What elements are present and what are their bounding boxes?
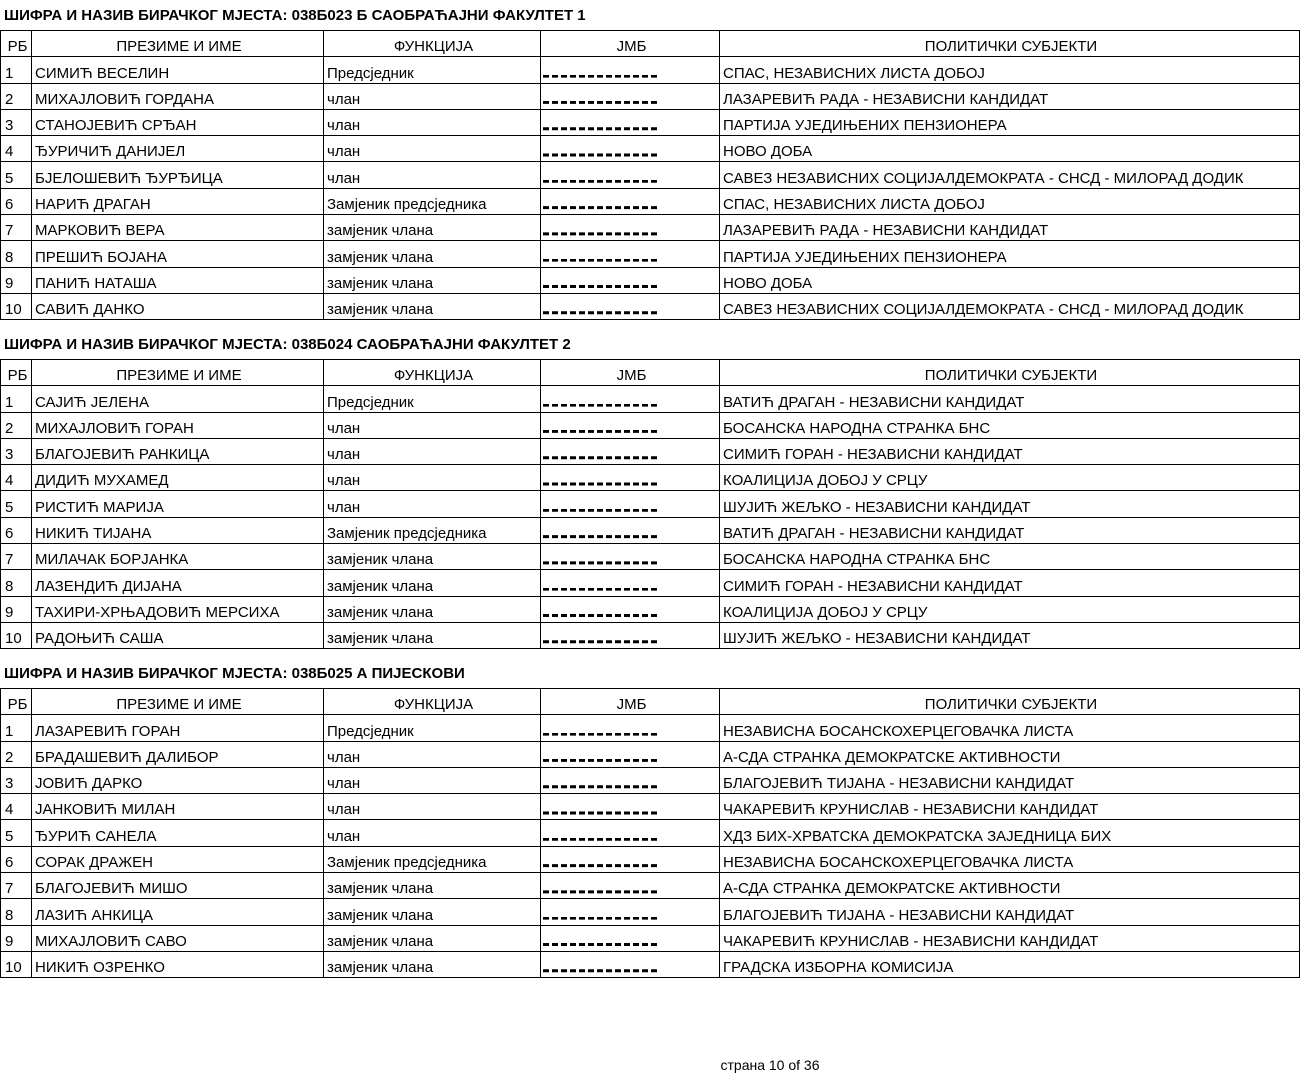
table-row [1, 767, 1300, 793]
member-jmb-redacted [541, 162, 720, 188]
member-function: члан [324, 438, 541, 464]
row-number: 3 [1, 109, 32, 135]
section-title [0, 329, 1300, 359]
header-party: ПОЛИТИЧКИ СУБЈЕКТИ [720, 31, 1300, 57]
member-party: ШУЈИЋ ЖЕЉКО - НЕЗАВИСНИ КАНДИДАТ [720, 491, 1300, 517]
member-name: ЛАЗЕНДИЋ ДИЈАНА [32, 570, 324, 596]
member-jmb-redacted [541, 925, 720, 951]
redaction-mark [543, 588, 658, 594]
redaction-mark [543, 180, 658, 186]
table-row [1, 951, 1300, 977]
redaction-mark [543, 864, 658, 870]
member-name: ЛАЗАРЕВИЋ ГОРАН [32, 715, 324, 741]
member-jmb-redacted [541, 820, 720, 846]
member-jmb-redacted [541, 794, 720, 820]
member-party: ГРАДСКА ИЗБОРНА КОМИСИЈА [720, 951, 1300, 977]
member-jmb-redacted [541, 386, 720, 412]
member-jmb-redacted [541, 741, 720, 767]
table-row [1, 846, 1300, 872]
redaction-mark [543, 759, 658, 765]
row-number: 6 [1, 846, 32, 872]
redaction-mark [543, 509, 658, 515]
member-jmb-redacted [541, 846, 720, 872]
redaction-mark [543, 640, 658, 646]
member-jmb-redacted [541, 570, 720, 596]
redaction-mark [543, 838, 658, 844]
member-name: БЈЕЛОШЕВИЋ ЂУРЂИЦА [32, 162, 324, 188]
redaction-mark [543, 535, 658, 541]
member-function: Предсједник [324, 715, 541, 741]
member-party: СПАС, НЕЗАВИСНИХ ЛИСТА ДОБОЈ [720, 57, 1300, 83]
row-number: 4 [1, 465, 32, 491]
member-jmb-redacted [541, 412, 720, 438]
member-name: САЈИЋ ЈЕЛЕНА [32, 386, 324, 412]
member-function: Замјеник предсједника [324, 517, 541, 543]
row-number: 5 [1, 491, 32, 517]
table-row [1, 188, 1300, 214]
table-row [1, 83, 1300, 109]
member-jmb-redacted [541, 491, 720, 517]
member-name: ЛАЗИЋ АНКИЦА [32, 899, 324, 925]
row-number: 7 [1, 873, 32, 899]
table-row [1, 136, 1300, 162]
member-name: ЂУРИЧИЋ ДАНИЈЕЛ [32, 136, 324, 162]
table-header-row [1, 689, 1300, 715]
header-jmb: ЈМБ [541, 31, 720, 57]
table-row [1, 162, 1300, 188]
member-function: Предсједник [324, 57, 541, 83]
member-party: КОАЛИЦИЈА ДОБОЈ У СРЦУ [720, 465, 1300, 491]
member-name: БРАДАШЕВИЋ ДАЛИБОР [32, 741, 324, 767]
page-number: страна 10 of 36 [720, 1057, 820, 1073]
member-jmb-redacted [541, 517, 720, 543]
member-name: САВИЋ ДАНКО [32, 293, 324, 319]
table-row [1, 267, 1300, 293]
row-number: 1 [1, 57, 32, 83]
member-party: БОСАНСКА НАРОДНА СТРАНКА БНС [720, 544, 1300, 570]
member-function: члан [324, 412, 541, 438]
section-title [0, 658, 1300, 688]
member-name: БЛАГОЈЕВИЋ МИШО [32, 873, 324, 899]
row-number: 4 [1, 136, 32, 162]
member-function: Замјеник предсједника [324, 188, 541, 214]
table-row [1, 241, 1300, 267]
member-function: члан [324, 109, 541, 135]
table-header-row [1, 360, 1300, 386]
section-title-text: ШИФРА И НАЗИВ БИРАЧКОГ МЈЕСТА: 038Б023 Б САОБРАЋАЈНИ ФАКУЛТЕТ 1 [4, 7, 586, 24]
redaction-mark [543, 943, 658, 949]
members-table [0, 359, 1300, 649]
member-jmb-redacted [541, 873, 720, 899]
member-jmb-redacted [541, 767, 720, 793]
header-name: ПРЕЗИМЕ И ИМЕ [32, 689, 324, 715]
member-function: замјеник члана [324, 215, 541, 241]
member-name: РАДОЊИЋ САША [32, 622, 324, 648]
redaction-mark [543, 206, 658, 212]
member-jmb-redacted [541, 544, 720, 570]
row-number: 7 [1, 544, 32, 570]
table-row [1, 491, 1300, 517]
member-party: ПАРТИЈА УЈЕДИЊЕНИХ ПЕНЗИОНЕРА [720, 241, 1300, 267]
table-row [1, 570, 1300, 596]
redaction-mark [543, 259, 658, 265]
redaction-mark [543, 811, 658, 817]
redaction-mark [543, 785, 658, 791]
members-table [0, 30, 1300, 320]
table-row [1, 517, 1300, 543]
header-rb: РБ [1, 689, 32, 715]
member-jmb-redacted [541, 899, 720, 925]
row-number: 5 [1, 820, 32, 846]
member-jmb-redacted [541, 241, 720, 267]
member-name: ЈОВИЋ ДАРКО [32, 767, 324, 793]
member-party: А-СДА СТРАНКА ДЕМОКРАТСКЕ АКТИВНОСТИ [720, 873, 1300, 899]
member-party: ПАРТИЈА УЈЕДИЊЕНИХ ПЕНЗИОНЕРА [720, 109, 1300, 135]
redaction-mark [543, 285, 658, 291]
redaction-mark [543, 917, 658, 923]
redaction-mark [543, 75, 658, 81]
member-jmb-redacted [541, 136, 720, 162]
polling-station-section-1 [0, 0, 1300, 320]
row-number: 3 [1, 438, 32, 464]
member-function: члан [324, 136, 541, 162]
header-name: ПРЕЗИМЕ И ИМЕ [32, 31, 324, 57]
member-party: СИМИЋ ГОРАН - НЕЗАВИСНИ КАНДИДАТ [720, 570, 1300, 596]
redaction-mark [543, 890, 658, 896]
row-number: 7 [1, 215, 32, 241]
member-party: ЧАКАРЕВИЋ КРУНИСЛАВ - НЕЗАВИСНИ КАНДИДАТ [720, 794, 1300, 820]
table-row [1, 899, 1300, 925]
member-name: МИХАЈЛОВИЋ ГОРДАНА [32, 83, 324, 109]
member-party: А-СДА СТРАНКА ДЕМОКРАТСКЕ АКТИВНОСТИ [720, 741, 1300, 767]
table-row [1, 820, 1300, 846]
member-party: БОСАНСКА НАРОДНА СТРАНКА БНС [720, 412, 1300, 438]
redaction-mark [543, 482, 658, 488]
redaction-mark [543, 311, 658, 317]
table-row [1, 109, 1300, 135]
table-row [1, 622, 1300, 648]
table-row [1, 57, 1300, 83]
row-number: 2 [1, 412, 32, 438]
member-function: члан [324, 465, 541, 491]
row-number: 5 [1, 162, 32, 188]
member-jmb-redacted [541, 188, 720, 214]
member-name: РИСТИЋ МАРИЈА [32, 491, 324, 517]
redaction-mark [543, 153, 658, 159]
member-name: МИЛАЧАК БОРЈАНКА [32, 544, 324, 570]
member-jmb-redacted [541, 715, 720, 741]
member-name: ЈАНКОВИЋ МИЛАН [32, 794, 324, 820]
table-header-row [1, 31, 1300, 57]
header-jmb: ЈМБ [541, 689, 720, 715]
table-row [1, 794, 1300, 820]
member-name: МИХАЈЛОВИЋ ГОРАН [32, 412, 324, 438]
header-rb: РБ [1, 360, 32, 386]
member-jmb-redacted [541, 267, 720, 293]
member-function: замјеник члана [324, 596, 541, 622]
redaction-mark [543, 561, 658, 567]
member-function: замјеник члана [324, 570, 541, 596]
row-number: 2 [1, 741, 32, 767]
member-jmb-redacted [541, 293, 720, 319]
table-row [1, 873, 1300, 899]
member-function: замјеник члана [324, 951, 541, 977]
member-function: замјеник члана [324, 925, 541, 951]
row-number: 9 [1, 267, 32, 293]
row-number: 9 [1, 596, 32, 622]
row-number: 8 [1, 241, 32, 267]
member-party: НОВО ДОБА [720, 267, 1300, 293]
table-row [1, 596, 1300, 622]
member-party: ВАТИЋ ДРАГАН - НЕЗАВИСНИ КАНДИДАТ [720, 517, 1300, 543]
member-function: члан [324, 83, 541, 109]
header-rb: РБ [1, 31, 32, 57]
redaction-mark [543, 456, 658, 462]
table-row [1, 741, 1300, 767]
member-function: замјеник члана [324, 899, 541, 925]
member-party: НЕЗАВИСНА БОСАНСКОХЕРЦЕГОВАЧКА ЛИСТА [720, 715, 1300, 741]
member-party: КОАЛИЦИЈА ДОБОЈ У СРЦУ [720, 596, 1300, 622]
section-title-text: ШИФРА И НАЗИВ БИРАЧКОГ МЈЕСТА: 038Б025 А ПИЈЕСКОВИ [4, 665, 465, 682]
member-party: ЛАЗАРЕВИЋ РАДА - НЕЗАВИСНИ КАНДИДАТ [720, 215, 1300, 241]
table-row [1, 438, 1300, 464]
table-row [1, 293, 1300, 319]
redaction-mark [543, 614, 658, 620]
member-function: замјеник члана [324, 267, 541, 293]
header-party: ПОЛИТИЧКИ СУБЈЕКТИ [720, 689, 1300, 715]
member-jmb-redacted [541, 465, 720, 491]
section-title-text: ШИФРА И НАЗИВ БИРАЧКОГ МЈЕСТА: 038Б024 САОБРАЋАЈНИ ФАКУЛТЕТ 2 [4, 336, 571, 353]
header-jmb: ЈМБ [541, 360, 720, 386]
member-party: САВЕЗ НЕЗАВИСНИХ СОЦИЈАЛДЕМОКРАТА - СНСД - МИЛОРАД ДОДИК [720, 293, 1300, 319]
member-party: САВЕЗ НЕЗАВИСНИХ СОЦИЈАЛДЕМОКРАТА - СНСД - МИЛОРАД ДОДИК [720, 162, 1300, 188]
member-jmb-redacted [541, 951, 720, 977]
member-function: замјеник члана [324, 873, 541, 899]
member-name: МАРКОВИЋ ВЕРА [32, 215, 324, 241]
member-party: НОВО ДОБА [720, 136, 1300, 162]
member-party: СИМИЋ ГОРАН - НЕЗАВИСНИ КАНДИДАТ [720, 438, 1300, 464]
header-function: ФУНКЦИЈА [324, 689, 541, 715]
row-number: 8 [1, 899, 32, 925]
table-row [1, 465, 1300, 491]
member-name: БЛАГОЈЕВИЋ РАНКИЦА [32, 438, 324, 464]
member-name: СИМИЋ ВЕСЕЛИН [32, 57, 324, 83]
table-row [1, 412, 1300, 438]
row-number: 1 [1, 386, 32, 412]
row-number: 4 [1, 794, 32, 820]
member-jmb-redacted [541, 109, 720, 135]
member-party: ВАТИЋ ДРАГАН - НЕЗАВИСНИ КАНДИДАТ [720, 386, 1300, 412]
member-function: замјеник члана [324, 293, 541, 319]
polling-station-section-2 [0, 329, 1300, 649]
member-function: члан [324, 767, 541, 793]
redaction-mark [543, 430, 658, 436]
member-function: замјеник члана [324, 241, 541, 267]
member-function: члан [324, 162, 541, 188]
redaction-mark [543, 733, 658, 739]
member-name: ПРЕШИЋ БОЈАНА [32, 241, 324, 267]
row-number: 9 [1, 925, 32, 951]
member-function: члан [324, 820, 541, 846]
member-party: БЛАГОЈЕВИЋ ТИЈАНА - НЕЗАВИСНИ КАНДИДАТ [720, 767, 1300, 793]
table-row [1, 715, 1300, 741]
member-name: НИКИЋ ОЗРЕНКО [32, 951, 324, 977]
redaction-mark [543, 404, 658, 410]
member-party: БЛАГОЈЕВИЋ ТИЈАНА - НЕЗАВИСНИ КАНДИДАТ [720, 899, 1300, 925]
member-name: СТАНОЈЕВИЋ СРЂАН [32, 109, 324, 135]
member-function: члан [324, 741, 541, 767]
member-function: замјеник члана [324, 544, 541, 570]
redaction-mark [543, 127, 658, 133]
member-jmb-redacted [541, 57, 720, 83]
header-function: ФУНКЦИЈА [324, 31, 541, 57]
member-name: ДИДИЋ МУХАМЕД [32, 465, 324, 491]
row-number: 6 [1, 517, 32, 543]
member-function: замјеник члана [324, 622, 541, 648]
member-name: ЂУРИЋ САНЕЛА [32, 820, 324, 846]
member-name: ПАНИЋ НАТАША [32, 267, 324, 293]
member-jmb-redacted [541, 215, 720, 241]
member-jmb-redacted [541, 622, 720, 648]
member-party: СПАС, НЕЗАВИСНИХ ЛИСТА ДОБОЈ [720, 188, 1300, 214]
member-function: члан [324, 794, 541, 820]
redaction-mark [543, 232, 658, 238]
member-name: НИКИЋ ТИЈАНА [32, 517, 324, 543]
row-number: 1 [1, 715, 32, 741]
header-party: ПОЛИТИЧКИ СУБЈЕКТИ [720, 360, 1300, 386]
section-title [0, 0, 1300, 30]
member-jmb-redacted [541, 438, 720, 464]
member-name: МИХАЈЛОВИЋ САВО [32, 925, 324, 951]
member-party: ЛАЗАРЕВИЋ РАДА - НЕЗАВИСНИ КАНДИДАТ [720, 83, 1300, 109]
header-name: ПРЕЗИМЕ И ИМЕ [32, 360, 324, 386]
row-number: 10 [1, 293, 32, 319]
member-party: ХДЗ БИХ-ХРВАТСКА ДЕМОКРАТСКА ЗАЈЕДНИЦА БИХ [720, 820, 1300, 846]
row-number: 2 [1, 83, 32, 109]
row-number: 6 [1, 188, 32, 214]
redaction-mark [543, 969, 658, 975]
table-row [1, 925, 1300, 951]
member-party: ШУЈИЋ ЖЕЉКО - НЕЗАВИСНИ КАНДИДАТ [720, 622, 1300, 648]
polling-station-section-3 [0, 658, 1300, 978]
row-number: 10 [1, 951, 32, 977]
row-number: 10 [1, 622, 32, 648]
header-function: ФУНКЦИЈА [324, 360, 541, 386]
row-number: 8 [1, 570, 32, 596]
member-function: Замјеник предсједника [324, 846, 541, 872]
member-function: Предсједник [324, 386, 541, 412]
member-name: СОРАК ДРАЖЕН [32, 846, 324, 872]
member-jmb-redacted [541, 83, 720, 109]
member-name: НАРИЋ ДРАГАН [32, 188, 324, 214]
member-party: НЕЗАВИСНА БОСАНСКОХЕРЦЕГОВАЧКА ЛИСТА [720, 846, 1300, 872]
member-jmb-redacted [541, 596, 720, 622]
members-table [0, 688, 1300, 978]
member-name: ТАХИРИ-ХРЊАДОВИЋ МЕРСИХА [32, 596, 324, 622]
row-number: 3 [1, 767, 32, 793]
table-row [1, 544, 1300, 570]
member-party: ЧАКАРЕВИЋ КРУНИСЛАВ - НЕЗАВИСНИ КАНДИДАТ [720, 925, 1300, 951]
table-row [1, 215, 1300, 241]
table-row [1, 386, 1300, 412]
redaction-mark [543, 101, 658, 107]
member-function: члан [324, 491, 541, 517]
